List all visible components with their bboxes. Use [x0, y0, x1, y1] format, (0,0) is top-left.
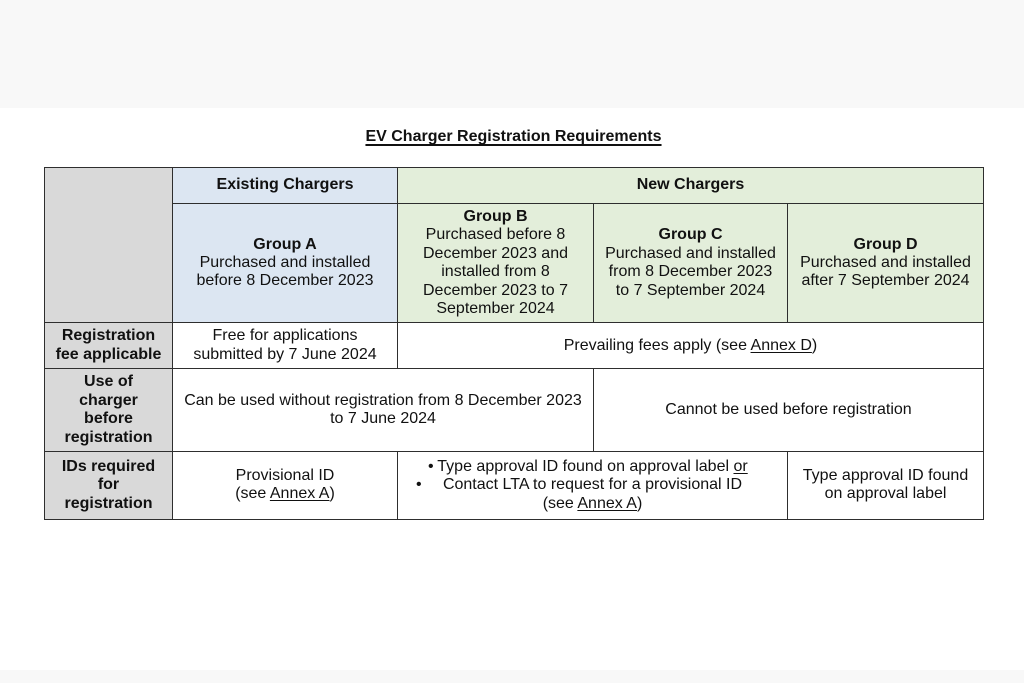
page-title: EV Charger Registration Requirements — [365, 128, 662, 145]
fee-bcd-suffix: ) — [811, 336, 818, 354]
group-d-desc: Purchased and installed after 7 September 2024 — [800, 253, 971, 290]
bullet-icon — [428, 458, 434, 476]
group-a-desc: Purchased and installed before 8 December 2023 — [196, 253, 374, 290]
group-a-header-cell — [173, 204, 398, 323]
fee-bcd-text: Prevailing fees apply (see — [563, 336, 751, 354]
ids-group-d-cell: Type approval ID found on approval label — [788, 451, 984, 519]
ids-group-a-line2: (see Annex A) — [235, 485, 335, 503]
group-b-desc: Purchased before 8 December 2023 and installed from 8 December 2023 to 7 September 2024 — [423, 226, 568, 317]
group-a-name: Group A — [253, 235, 317, 253]
ids-groups-bc-cell — [398, 451, 788, 519]
group-c-header-cell — [594, 204, 788, 323]
or-emphasis: or — [733, 457, 748, 475]
col-header-new-chargers: New Chargers — [398, 168, 984, 204]
row-label-use-before-registration: Use of charger before registration — [45, 369, 173, 452]
group-c-name: Group C — [658, 226, 723, 244]
use-groups-cd-cell: Cannot be used before registration — [594, 369, 984, 452]
group-d-name: Group D — [853, 235, 918, 253]
bullet-item: • Type approval ID found on approval label or — [406, 458, 779, 476]
bullet-item: • Contact LTA to request for a provisional ID (see Annex A) — [406, 476, 779, 513]
annex-d-reference: Annex D — [750, 336, 812, 354]
col-header-existing-chargers: Existing Chargers — [173, 168, 398, 204]
registration-requirements-table — [44, 167, 984, 520]
row-label-ids-required: IDs required for registration — [45, 451, 173, 519]
bullet-icon — [416, 476, 422, 494]
group-b-header-cell — [398, 204, 594, 323]
annex-a-reference: Annex A — [577, 494, 637, 512]
group-d-header-cell — [788, 204, 984, 323]
group-b-name: Group B — [463, 208, 528, 225]
fee-groups-bcd-cell — [398, 323, 984, 369]
row-label-registration-fee: Registration fee applicable — [45, 323, 173, 369]
group-c-desc: Purchased and installed from 8 December 2023 to 7 September 2024 — [605, 244, 776, 299]
corner-cell — [45, 168, 173, 323]
use-groups-ab-cell: Can be used without registration from 8 December 2023 to 7 June 2024 — [173, 369, 594, 452]
ids-group-a-line1: Provisional ID — [235, 467, 335, 485]
annex-a-reference: Annex A — [269, 485, 330, 503]
fee-group-a-cell: Free for applications submitted by 7 June 2024 — [173, 323, 398, 369]
ids-group-a-cell — [173, 451, 398, 519]
document-panel — [0, 108, 1024, 670]
